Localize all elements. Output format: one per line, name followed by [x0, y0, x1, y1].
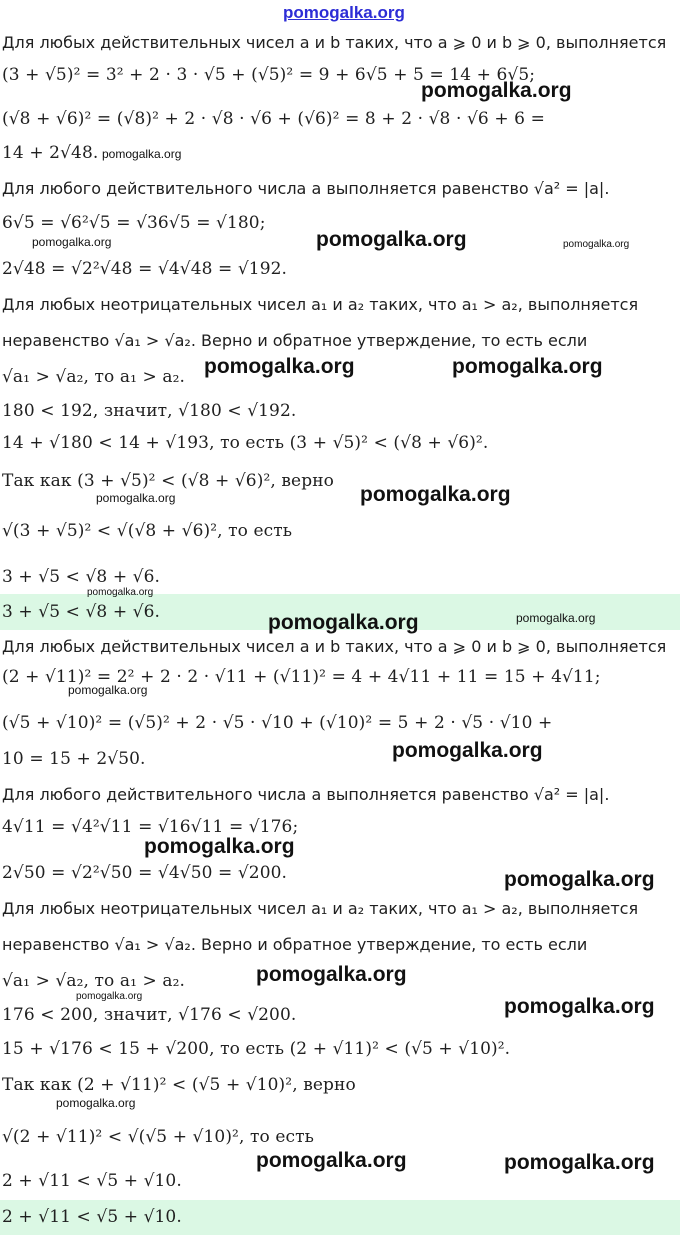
math-line: Так как (2 + √11)² < (√5 + √10)², верно: [2, 1075, 356, 1095]
math-line: 2√50 = √2²√50 = √4√50 = √200.: [2, 863, 288, 883]
watermark: pomogalka.org: [102, 147, 182, 161]
watermark: pomogalka.org: [504, 1151, 655, 1174]
text-line: Для любых действительных чисел a и b таких, что a ⩾ 0 и b ⩾ 0, выполняется: [2, 33, 667, 52]
math-line: 6√5 = √6²√5 = √36√5 = √180;: [2, 213, 266, 233]
watermark: pomogalka.org: [96, 491, 176, 505]
math-line: 180 < 192, значит, √180 < √192.: [2, 401, 297, 421]
watermark: pomogalka.org: [421, 79, 572, 102]
text-line: Для любого действительного числа a выполняется равенство √a² = |a|.: [2, 785, 610, 804]
math-line: √a₁ > √a₂, то a₁ > a₂.: [2, 971, 186, 991]
watermark: pomogalka.org: [144, 835, 295, 858]
watermark: pomogalka.org: [87, 587, 154, 598]
watermark: pomogalka.org: [563, 239, 630, 250]
math-line: 2 + √11 < √5 + √10.: [2, 1171, 182, 1191]
text-line: неравенство √a₁ > √a₂. Верно и обратное утверждение, то есть если: [2, 935, 588, 954]
watermark: pomogalka.org: [68, 683, 148, 697]
watermark: pomogalka.org: [392, 739, 543, 762]
watermark: pomogalka.org: [76, 991, 143, 1002]
math-line: 14 + 2√48.: [2, 143, 99, 163]
math-line: Так как (3 + √5)² < (√8 + √6)², верно: [2, 471, 334, 491]
math-line: (√5 + √10)² = (√5)² + 2 · √5 · √10 + (√10)² = 5 + 2 · √5 · √10 +: [2, 713, 553, 733]
watermark: pomogalka.org: [504, 868, 655, 891]
answer-line: 3 + √5 < √8 + √6.: [0, 594, 680, 630]
math-line: (√8 + √6)² = (√8)² + 2 · √8 · √6 + (√6)² = 8 + 2 · √8 · √6 + 6 =: [2, 109, 545, 129]
math-line: 14 + √180 < 14 + √193, то есть (3 + √5)² < (√8 + √6)².: [2, 433, 489, 453]
math-line: (2 + √11)² = 2² + 2 · 2 · √11 + (√11)² = 4 + 4√11 + 11 = 15 + 4√11;: [2, 667, 601, 687]
watermark: pomogalka.org: [504, 995, 655, 1018]
watermark-top-link[interactable]: pomogalka.org: [283, 3, 405, 22]
math-line: 3 + √5 < √8 + √6.: [2, 567, 161, 587]
math-line: 15 + √176 < 15 + √200, то есть (2 + √11)² < (√5 + √10)².: [2, 1039, 511, 1059]
watermark: pomogalka.org: [316, 228, 467, 251]
text-line: неравенство √a₁ > √a₂. Верно и обратное утверждение, то есть если: [2, 331, 588, 350]
math-line: 176 < 200, значит, √176 < √200.: [2, 1005, 297, 1025]
watermark: pomogalka.org: [452, 355, 603, 378]
math-line: √a₁ > √a₂, то a₁ > a₂.: [2, 367, 186, 387]
math-line: √(2 + √11)² < √(√5 + √10)², то есть: [2, 1127, 314, 1147]
math-line: 10 = 15 + 2√50.: [2, 749, 146, 769]
watermark: pomogalka.org: [268, 611, 419, 634]
math-line: (3 + √5)² = 3² + 2 · 3 · √5 + (√5)² = 9 + 6√5 + 5 = 14 + 6√5;: [2, 65, 536, 85]
watermark: pomogalka.org: [360, 483, 511, 506]
math-line: 2√48 = √2²√48 = √4√48 = √192.: [2, 259, 288, 279]
watermark: pomogalka.org: [516, 611, 596, 625]
text-line: Для любых неотрицательных чисел a₁ и a₂ таких, что a₁ > a₂, выполняется: [2, 899, 639, 918]
watermark: pomogalka.org: [32, 235, 112, 249]
watermark: pomogalka.org: [256, 963, 407, 986]
text-line: Для любого действительного числа a выполняется равенство √a² = |a|.: [2, 179, 610, 198]
text-line: Для любых неотрицательных чисел a₁ и a₂ таких, что a₁ > a₂, выполняется: [2, 295, 639, 314]
text-line: Для любых действительных чисел a и b таких, что a ⩾ 0 и b ⩾ 0, выполняется: [2, 637, 667, 656]
math-line: √(3 + √5)² < √(√8 + √6)², то есть: [2, 521, 293, 541]
math-line: 4√11 = √4²√11 = √16√11 = √176;: [2, 817, 299, 837]
watermark: pomogalka.org: [204, 355, 355, 378]
answer-line: 2 + √11 < √5 + √10.: [0, 1200, 680, 1235]
watermark: pomogalka.org: [56, 1096, 136, 1110]
watermark: pomogalka.org: [256, 1149, 407, 1172]
